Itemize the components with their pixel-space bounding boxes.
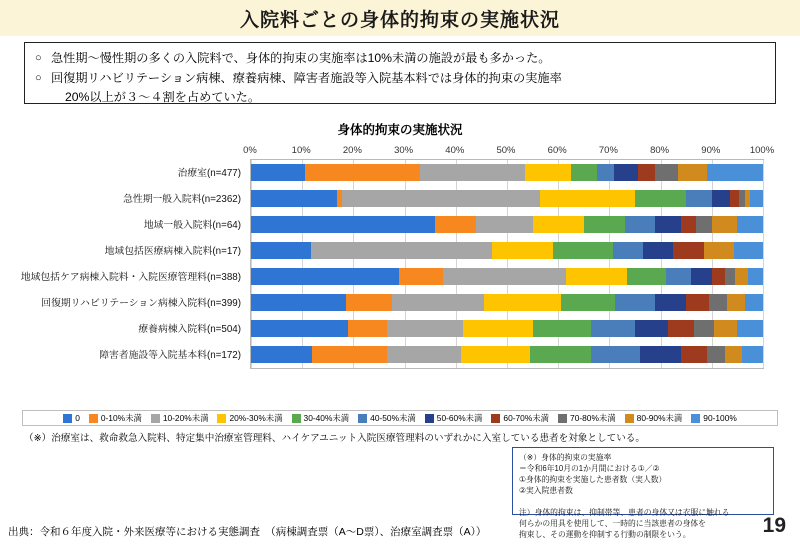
bar-segment [553, 242, 613, 259]
chart-row [251, 160, 763, 186]
bar-segment [668, 320, 694, 337]
bar-segment [655, 216, 681, 233]
legend-label: 80-90%未満 [636, 413, 683, 423]
bar-segment [251, 346, 312, 363]
bar-segment [635, 320, 668, 337]
legend-label: 70-80%未満 [570, 413, 616, 423]
bar-segment [707, 346, 725, 363]
bar-segment [387, 346, 461, 363]
legend-label: 40-50%未満 [370, 413, 416, 423]
chart-legend [22, 410, 778, 426]
stacked-bar [251, 268, 763, 285]
legend-swatch [89, 414, 98, 423]
legend-swatch [691, 414, 700, 423]
y-axis-label: 地域包括ケア病棟入院料・入院医療管理料(n=388) [20, 272, 241, 283]
chart-title: 身体的拘束の実施状況 [337, 123, 463, 137]
bar-segment [696, 216, 711, 233]
y-axis-labels [22, 159, 246, 367]
summary-item [35, 69, 765, 107]
bar-segment [691, 268, 711, 285]
legend-label: 90-100% [703, 413, 737, 423]
bar-segment [597, 164, 615, 181]
legend-swatch [217, 414, 226, 423]
bar-segment [681, 346, 707, 363]
x-tick-label: 60% [547, 145, 567, 156]
legend-swatch [292, 414, 301, 423]
y-axis-label: 急性期一般入院料(n=2362) [123, 194, 241, 205]
bar-segment [655, 294, 686, 311]
legend-item [292, 412, 350, 424]
bar-segment [614, 164, 637, 181]
y-axis-label: 障害者施設等入院基本料(n=172) [99, 350, 241, 361]
legend-swatch [558, 414, 567, 423]
bar-segment [533, 216, 584, 233]
y-axis-label: 地域包括医療病棟入院料(n=17) [104, 246, 241, 257]
bar-segment [725, 268, 735, 285]
bar-segment [640, 346, 681, 363]
summary-box [24, 42, 776, 104]
footnote-asterisk: （※）治療室は、救命救急入院料、特定集中治療室管理料、ハイケアユニット入院医療管理料のいずれかに入室している患者を対象としている。 [24, 433, 645, 444]
y-axis-label: 療養病棟入院料(n=504) [138, 324, 241, 335]
note-line: 何らかの用具を使用して、一時的に当該患者の身体を [519, 519, 706, 529]
chart-row [251, 264, 763, 290]
bar-segment [666, 268, 692, 285]
bar-segment [571, 164, 597, 181]
x-tick-label: 70% [598, 145, 618, 156]
x-tick-label: 80% [650, 145, 670, 156]
y-axis-label: 回復期リハビリテーション病棟入院料(n=399) [41, 298, 241, 309]
bar-segment [484, 294, 561, 311]
bar-segment [461, 346, 530, 363]
chart-row [251, 290, 763, 316]
bar-segment [399, 268, 443, 285]
bar-segment [745, 294, 763, 311]
bar-segment [712, 268, 725, 285]
legend-item [491, 412, 549, 424]
bar-segment [530, 346, 591, 363]
legend-label: 0-10%未満 [100, 413, 142, 423]
bar-segment [737, 320, 763, 337]
x-tick-label: 0% [243, 145, 257, 156]
summary-item [35, 49, 765, 68]
y-axis-label: 治療室(n=477) [177, 168, 241, 179]
plot-area [250, 159, 764, 369]
x-tick-label: 10% [291, 145, 311, 156]
bar-segment [704, 242, 734, 259]
legend-item [63, 413, 80, 423]
y-axis-label: 地域一般入院料(n=64) [143, 220, 241, 231]
bullet-icon: ○ [35, 52, 42, 64]
bar-segment [443, 268, 566, 285]
bar-segment [709, 294, 727, 311]
summary-text [51, 69, 765, 107]
legend-swatch [491, 414, 500, 423]
bar-segment [584, 216, 625, 233]
legend-item [89, 412, 142, 424]
bar-segment [251, 320, 348, 337]
bar-segment [251, 242, 311, 259]
legend-label: 10-20%未満 [162, 413, 209, 423]
bar-segment [311, 242, 492, 259]
bar-segment [492, 242, 552, 259]
stacked-bar [251, 294, 763, 311]
legend-swatch [63, 414, 72, 423]
bullet-icon: ○ [35, 71, 42, 84]
page-title: 入院料ごとの身体的拘束の実施状況 [239, 9, 560, 31]
legend-label: 0 [75, 413, 80, 423]
bar-segment [712, 216, 738, 233]
stacked-bar [251, 320, 763, 337]
stacked-bar [251, 242, 763, 259]
legend-item [691, 413, 737, 423]
source-text: 出典：令和６年度入院・外来医療等における実態調査 （病棟調査票（A～D票）、治療室調査票（A）） [8, 526, 487, 538]
bar-segment [714, 320, 737, 337]
legend-item [151, 412, 209, 424]
summary-text: 急性期～慢性期の多くの入院料で、身体的拘束の実施率は10%未満の施設が最も多かった。 [51, 51, 551, 65]
summary-text-line1: 回復期リハビリテーション病棟、療養病棟、障害者施設等入院基本料では身体的拘束の実施率 [51, 70, 562, 85]
bar-segment [435, 216, 476, 233]
bar-segment [540, 190, 635, 207]
bar-segment [476, 216, 532, 233]
bar-segment [694, 320, 714, 337]
bar-segment [312, 346, 386, 363]
chart-container [22, 145, 778, 403]
chart-row [251, 212, 763, 238]
legend-item [625, 412, 683, 424]
bar-segment [615, 294, 656, 311]
legend-label: 50-60%未満 [436, 413, 483, 423]
note-line: 拘束し、その運動を抑制する行動の制限をいう。 [519, 530, 691, 540]
stacked-bar [251, 190, 763, 207]
bar-segment [734, 242, 763, 259]
x-tick-label: 100% [749, 145, 775, 156]
legend-swatch [625, 414, 634, 423]
bar-segment [712, 190, 730, 207]
note-line: ＝令和6年10月の1か月間における①／② [519, 464, 660, 474]
note-line: ①身体的拘束を実施した患者数（実人数） [519, 475, 667, 485]
x-tick-label: 90% [701, 145, 721, 156]
x-tick-label: 40% [445, 145, 465, 156]
bar-segment [730, 190, 739, 207]
bar-segment [420, 164, 525, 181]
bar-segment [305, 164, 420, 181]
bar-segment [627, 268, 665, 285]
x-axis-ticks [243, 145, 775, 159]
bar-segment [346, 294, 392, 311]
page-number: 19 [762, 514, 786, 537]
bar-segment [681, 216, 696, 233]
bar-segment [561, 294, 615, 311]
bar-segment [251, 216, 435, 233]
bar-segment [748, 268, 763, 285]
bar-segment [638, 164, 656, 181]
bar-segment [686, 294, 709, 311]
bar-segment [750, 190, 763, 207]
bar-segment [392, 294, 484, 311]
bar-segment [591, 346, 640, 363]
bar-segment [251, 294, 346, 311]
bar-segment [463, 320, 532, 337]
legend-label: 20%-30%未満 [229, 413, 283, 423]
bar-segment [533, 320, 592, 337]
stacked-bar [251, 164, 763, 181]
legend-item [358, 412, 416, 424]
bar-segment [251, 190, 337, 207]
chart-row [251, 238, 763, 264]
chart-row [251, 186, 763, 212]
legend-item [425, 412, 483, 424]
x-tick-label: 30% [394, 145, 414, 156]
bar-segment [725, 346, 743, 363]
x-tick-label: 20% [342, 145, 362, 156]
bar-segment [735, 268, 748, 285]
stacked-bar [251, 216, 763, 233]
bar-segment [387, 320, 464, 337]
bar-segment [348, 320, 386, 337]
bar-segment [566, 268, 627, 285]
slide-title-bar [0, 0, 800, 36]
bar-segment [655, 164, 678, 181]
bar-segment [673, 242, 703, 259]
bar-segment [525, 164, 571, 181]
bar-segment [643, 242, 673, 259]
note-line: 注）身体的拘束は、抑制帯等、患者の身体又は衣服に触れる [519, 508, 730, 518]
legend-label: 60-70%未満 [503, 413, 550, 423]
legend-swatch [358, 414, 367, 423]
note-line [519, 496, 767, 507]
bar-segment [591, 320, 635, 337]
legend-swatch [151, 414, 160, 423]
x-tick-label: 50% [496, 145, 516, 156]
bar-segment [635, 190, 686, 207]
bar-segment [625, 216, 656, 233]
legend-swatch [425, 414, 434, 423]
bar-segment [737, 216, 763, 233]
bar-segment [707, 164, 763, 181]
bar-segment [742, 346, 762, 363]
chart-row [251, 316, 763, 342]
note-line: ②実入院患者数 [519, 486, 573, 496]
summary-text-line2: 20%以上が３～４割を占めていた。 [65, 89, 261, 104]
note-line: （※）身体的拘束の実施率 [519, 453, 612, 462]
stacked-bar [251, 346, 763, 363]
bar-segment [686, 190, 712, 207]
legend-label: 30-40%未満 [303, 413, 350, 423]
chart-row [251, 342, 763, 368]
bar-segment [613, 242, 643, 259]
bar-segment [342, 190, 541, 207]
bar-segment [727, 294, 745, 311]
bar-segment [251, 268, 399, 285]
bar-segment [251, 164, 305, 181]
bar-segment [678, 164, 706, 181]
legend-item [217, 412, 282, 424]
legend-item [558, 412, 616, 424]
